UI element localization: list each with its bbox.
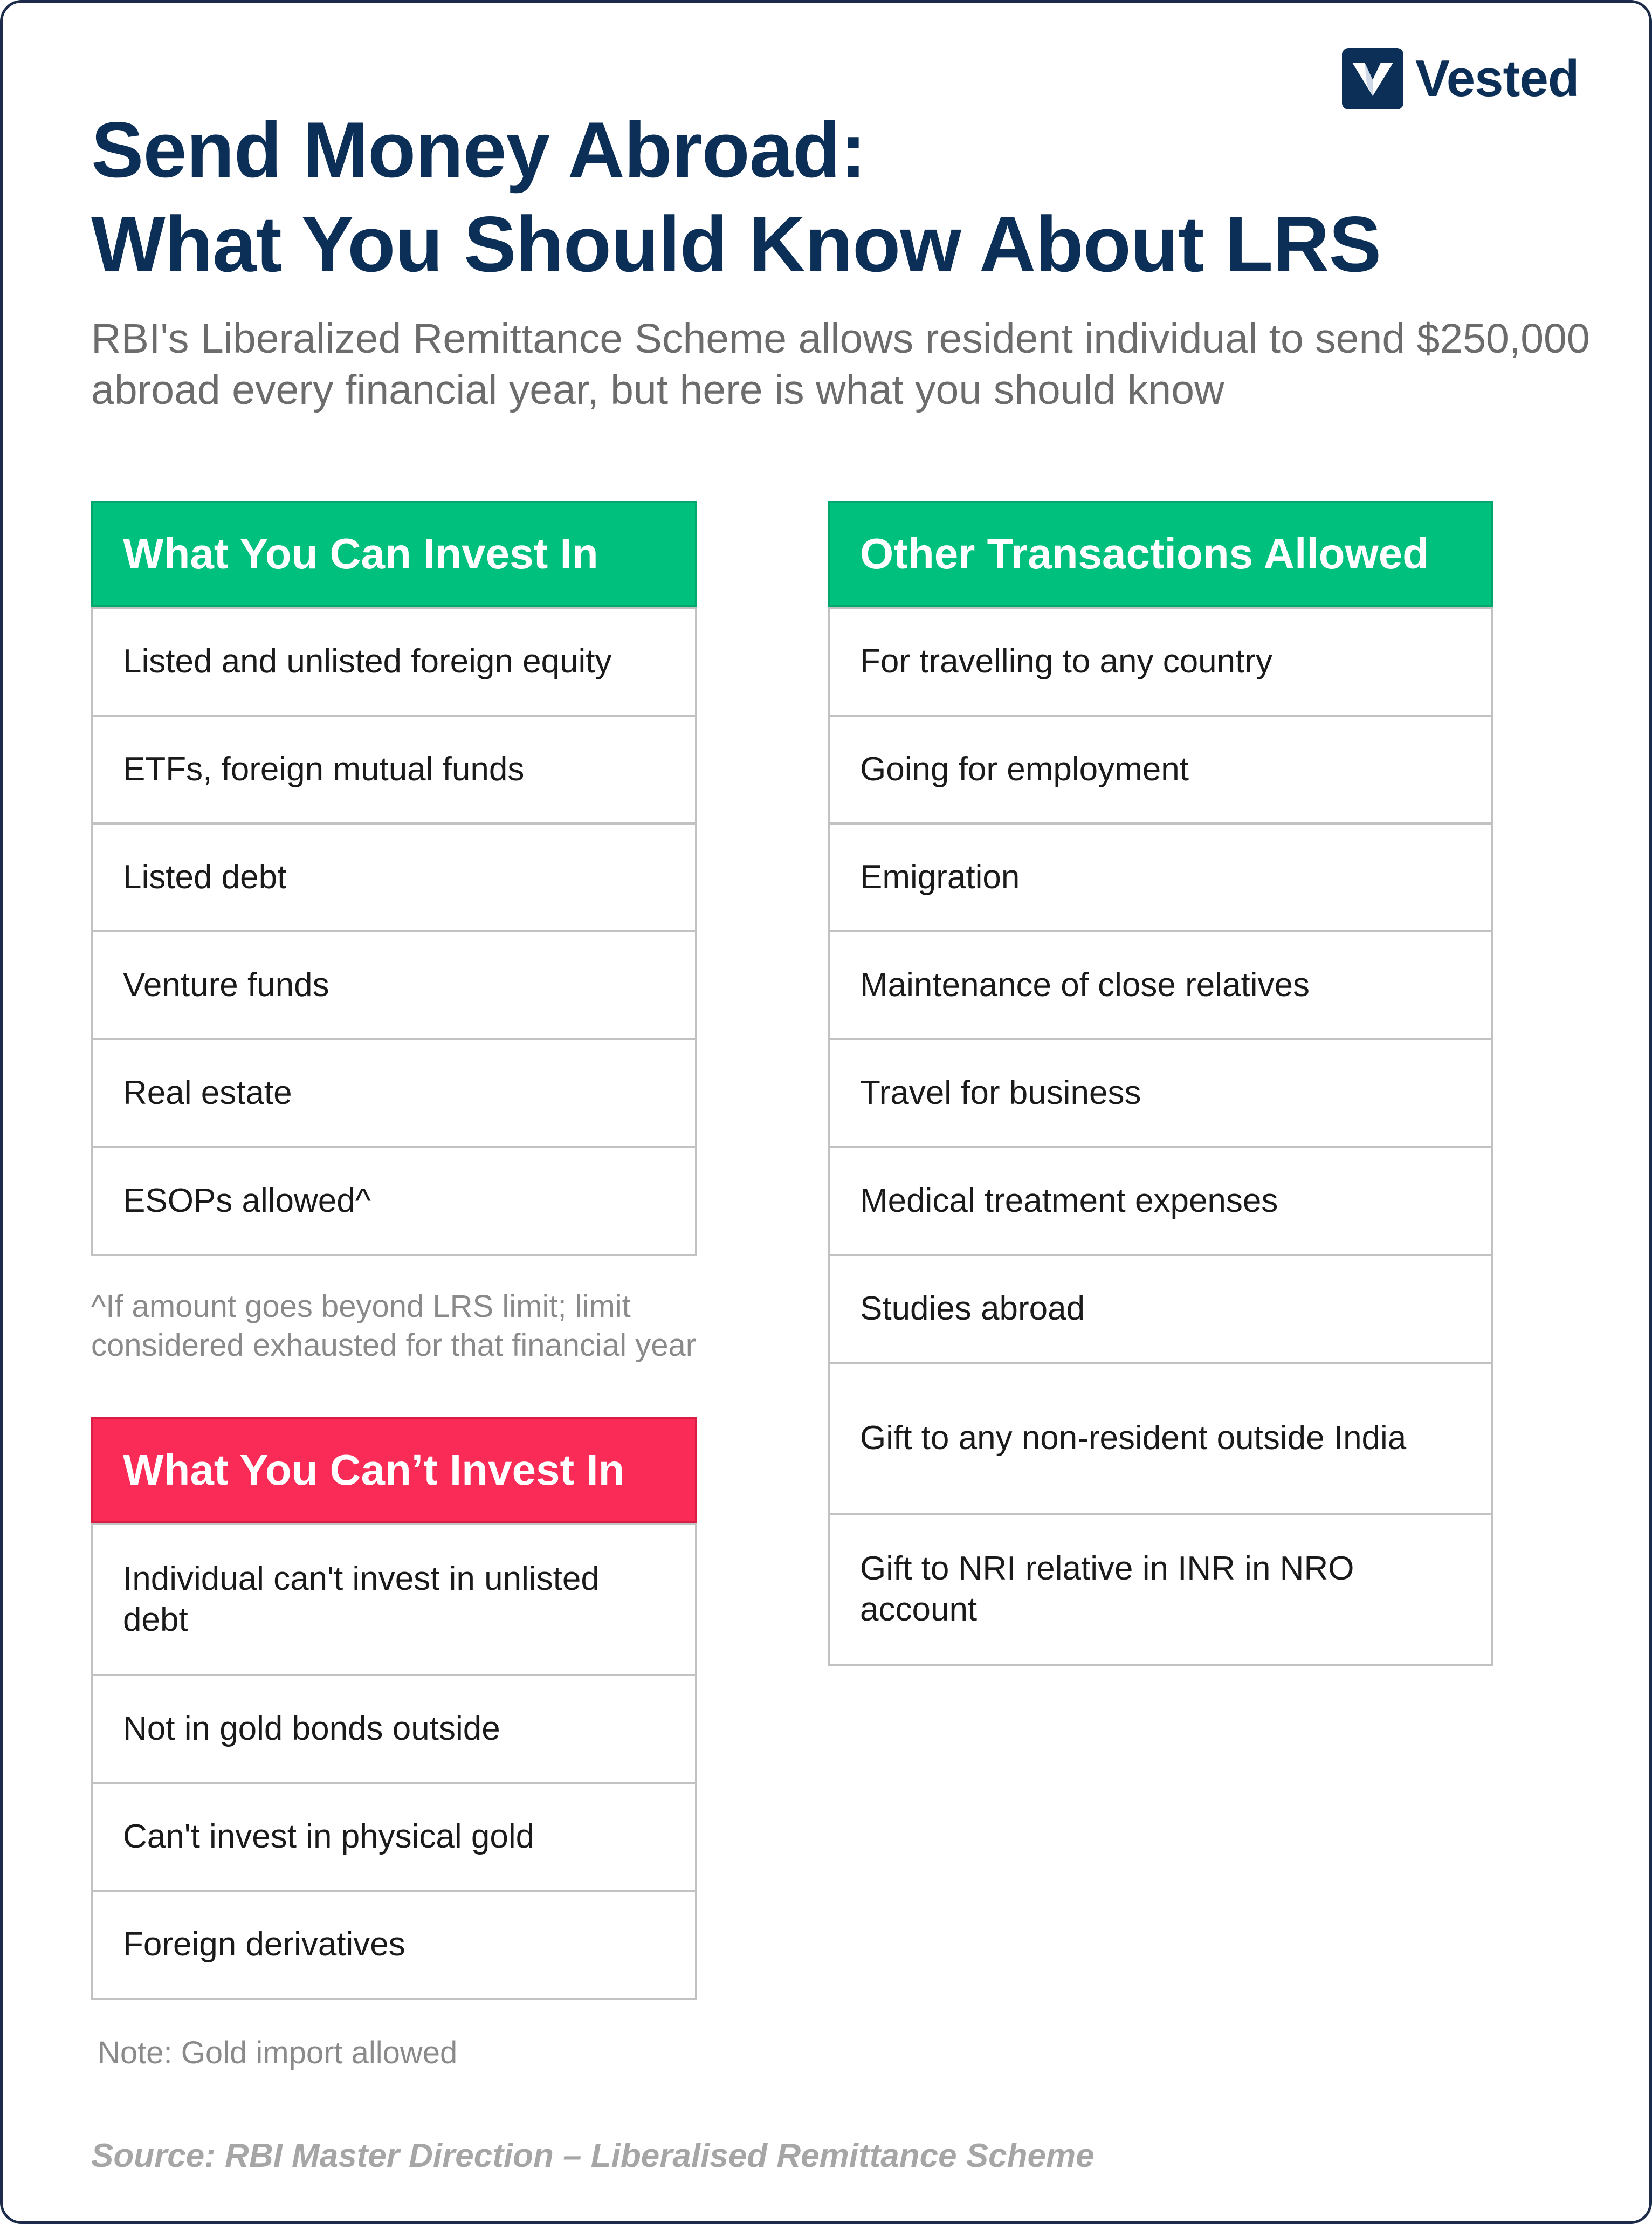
title-line-1: Send Money Abroad: xyxy=(91,106,866,194)
list-item: Studies abroad xyxy=(830,1254,1491,1362)
page-subtitle: RBI's Liberalized Remittance Scheme allows resident individual to send $250,000 abroad every financial year, but here is what you should know xyxy=(91,315,1590,413)
title-line-2: What You Should Know About LRS xyxy=(91,200,1381,288)
list-item: Medical treatment expenses xyxy=(830,1146,1491,1254)
list-item: Listed and unlisted foreign equity xyxy=(93,607,695,715)
list-item: Maintenance of close relatives xyxy=(830,930,1491,1038)
cant-invest-heading: What You Can’t Invest In xyxy=(91,1417,697,1523)
other-transactions-table xyxy=(828,501,1493,1666)
list-item: Listed debt xyxy=(93,822,695,930)
list-item: ESOPs allowed^ xyxy=(93,1146,695,1254)
list-item: ETFs, foreign mutual funds xyxy=(93,715,695,822)
list-item: Gift to NRI relative in INR in NRO account xyxy=(830,1513,1491,1664)
gold-import-note: Note: Gold import allowed xyxy=(98,2035,458,2070)
cant-invest-table xyxy=(91,1417,697,2000)
other-transactions-heading: Other Transactions Allowed xyxy=(828,501,1493,607)
list-item: For travelling to any country xyxy=(830,607,1491,715)
brand-name: Vested xyxy=(1415,50,1579,107)
source-citation: Source: RBI Master Direction – Liberalised Remittance Scheme xyxy=(91,2137,1095,2174)
list-item: Venture funds xyxy=(93,930,695,1038)
list-item: Travel for business xyxy=(830,1038,1491,1146)
list-item: Real estate xyxy=(93,1038,695,1146)
list-item: Emigration xyxy=(830,822,1491,930)
list-item: Not in gold bonds outside xyxy=(93,1674,695,1782)
esop-footnote: ^If amount goes beyond LRS limit; limit considered exhausted for that financial year xyxy=(91,1289,697,1363)
vested-logo xyxy=(1342,48,1579,109)
list-item: Can't invest in physical gold xyxy=(93,1782,695,1890)
can-invest-heading: What You Can Invest In xyxy=(91,501,697,607)
list-item: Foreign derivatives xyxy=(93,1890,695,1998)
can-invest-table xyxy=(91,501,697,1256)
list-item: Gift to any non-resident outside India xyxy=(830,1362,1491,1513)
vested-v-icon xyxy=(1342,48,1403,109)
list-item: Going for employment xyxy=(830,715,1491,822)
list-item: Individual can't invest in unlisted debt xyxy=(93,1523,695,1674)
page-title xyxy=(91,102,1385,291)
